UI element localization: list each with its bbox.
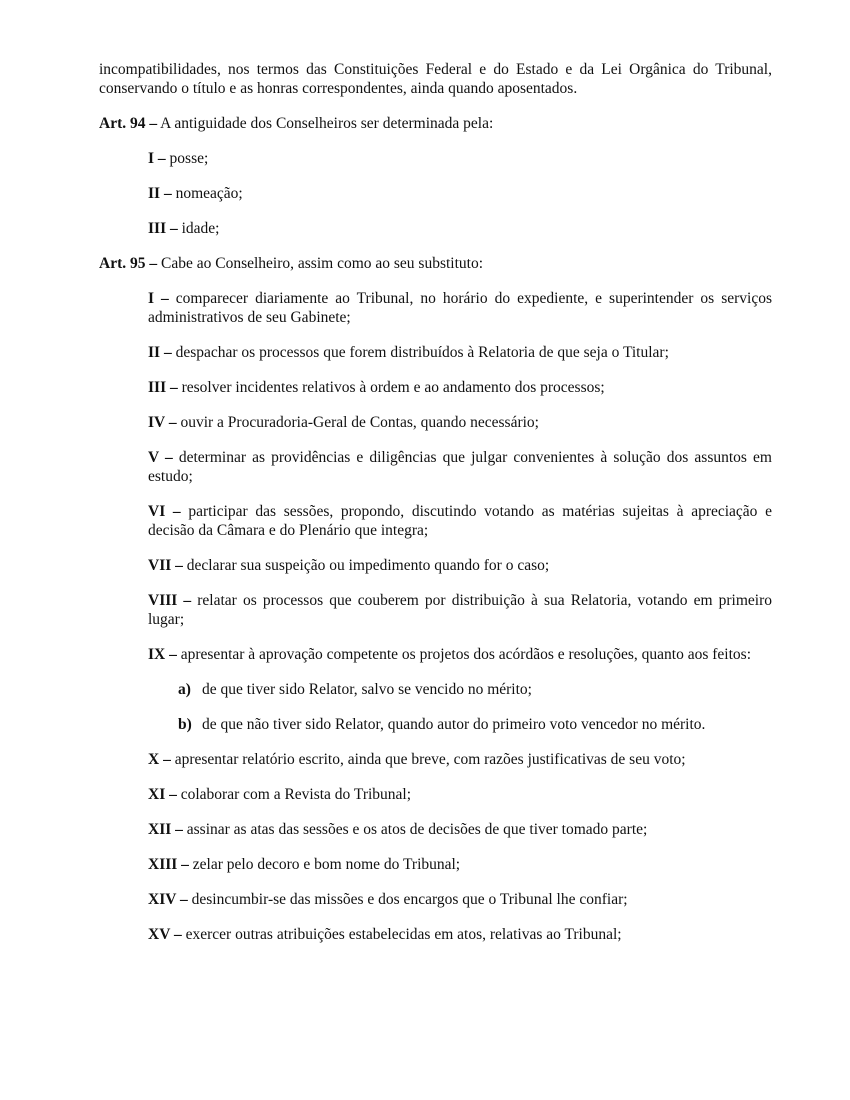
item-number: VIII – — [148, 592, 192, 609]
item-number: VII – — [148, 557, 183, 574]
item-text: exercer outras atribuições estabelecidas em atos, relativas ao Tribunal; — [181, 926, 622, 943]
item-text: assinar as atas das sessões e os atos de decisões de que tiver tomado parte; — [182, 821, 648, 838]
item-number: I – — [148, 150, 166, 167]
article-95-item-4 — [148, 413, 772, 432]
item-number: IV – — [148, 414, 177, 431]
article-95-item-1 — [148, 289, 772, 327]
item-text: despachar os processos que forem distribuídos à Relatoria de que seja o Titular; — [171, 344, 669, 361]
item-text: posse; — [165, 150, 209, 167]
article-95-item-15 — [148, 925, 772, 944]
intro-paragraph: incompatibilidades, nos termos das Constituições Federal e do Estado e da Lei Orgânica do Tribunal, conservando o título e as honras correspondentes, ainda quando aposentados. — [99, 61, 772, 97]
item-number: III – — [148, 220, 178, 237]
item-number: XV – — [148, 926, 182, 943]
item-text: nomeação; — [171, 185, 243, 202]
subitem-letter: b) — [178, 716, 192, 733]
article-94-item-1 — [148, 149, 772, 168]
item-text: zelar pelo decoro e bom nome do Tribunal; — [188, 856, 461, 873]
item-text: relatar os processos que couberem por distribuição à sua Relatoria, votando em primeiro lugar; — [148, 592, 772, 628]
item-text: ouvir a Procuradoria-Geral de Contas, quando necessário; — [176, 414, 539, 431]
item-text: resolver incidentes relativos à ordem e ao andamento dos processos; — [177, 379, 605, 396]
item-text: participar das sessões, propondo, discutindo votando as matérias sujeitas à apreciação e decisão da Câmara e do Plenário que integra; — [148, 503, 772, 539]
item-text: comparecer diariamente ao Tribunal, no horário do expediente, e superintender os serviços administrativos de seu Gabinete; — [148, 290, 772, 326]
article-94-item-2 — [148, 184, 772, 203]
subitem-text: de que não tiver sido Relator, quando autor do primeiro voto vencedor no mérito. — [202, 716, 706, 733]
item-number: XII – — [148, 821, 183, 838]
article-95-item-13 — [148, 855, 772, 874]
item-text: apresentar relatório escrito, ainda que breve, com razões justificativas de seu voto; — [170, 751, 686, 768]
item-text: declarar sua suspeição ou impedimento quando for o caso; — [182, 557, 550, 574]
item-text: desincumbir-se das missões e dos encargos que o Tribunal lhe confiar; — [187, 891, 628, 908]
article-95-subitem-a — [178, 680, 772, 699]
article-95-item-7 — [148, 556, 772, 575]
article-94-item-3 — [148, 219, 772, 238]
subitem-letter: a) — [178, 681, 191, 698]
item-text: apresentar à aprovação competente os projetos dos acórdãos e resoluções, quanto aos feitos: — [176, 646, 752, 663]
item-number: IX – — [148, 646, 177, 663]
article-95-label: Art. 95 – — [99, 255, 158, 272]
article-95-heading — [99, 254, 772, 273]
item-number: XIV – — [148, 891, 188, 908]
item-text: colaborar com a Revista do Tribunal; — [176, 786, 412, 803]
article-95-item-14 — [148, 890, 772, 909]
article-95-item-10 — [148, 750, 772, 769]
item-number: II – — [148, 344, 172, 361]
item-number: VI – — [148, 503, 181, 520]
article-95-item-3 — [148, 378, 772, 397]
article-95-text: Cabe ao Conselheiro, assim como ao seu substituto: — [157, 255, 484, 272]
article-95-item-12 — [148, 820, 772, 839]
item-number: III – — [148, 379, 178, 396]
article-95-item-6 — [148, 502, 772, 540]
item-text: idade; — [177, 220, 220, 237]
item-number: V – — [148, 449, 173, 466]
item-number: II – — [148, 185, 172, 202]
article-94-text: A antiguidade dos Conselheiros ser determinada pela: — [157, 115, 494, 132]
article-95-item-5 — [148, 448, 772, 486]
article-95-item-11 — [148, 785, 772, 804]
article-94-label: Art. 94 – — [99, 115, 158, 132]
item-number: X – — [148, 751, 171, 768]
article-95-item-8 — [148, 591, 772, 629]
item-number: XI – — [148, 786, 177, 803]
article-95-item-9 — [148, 645, 772, 664]
article-94-heading — [99, 114, 772, 133]
item-number: XIII – — [148, 856, 189, 873]
document-page — [99, 60, 772, 960]
article-95-item-2 — [148, 343, 772, 362]
item-text: determinar as providências e diligências que julgar convenientes à solução dos assuntos em estudo; — [148, 449, 772, 485]
item-number: I – — [148, 290, 169, 307]
article-95-subitem-b — [178, 715, 772, 734]
subitem-text: de que tiver sido Relator, salvo se vencido no mérito; — [202, 681, 532, 698]
